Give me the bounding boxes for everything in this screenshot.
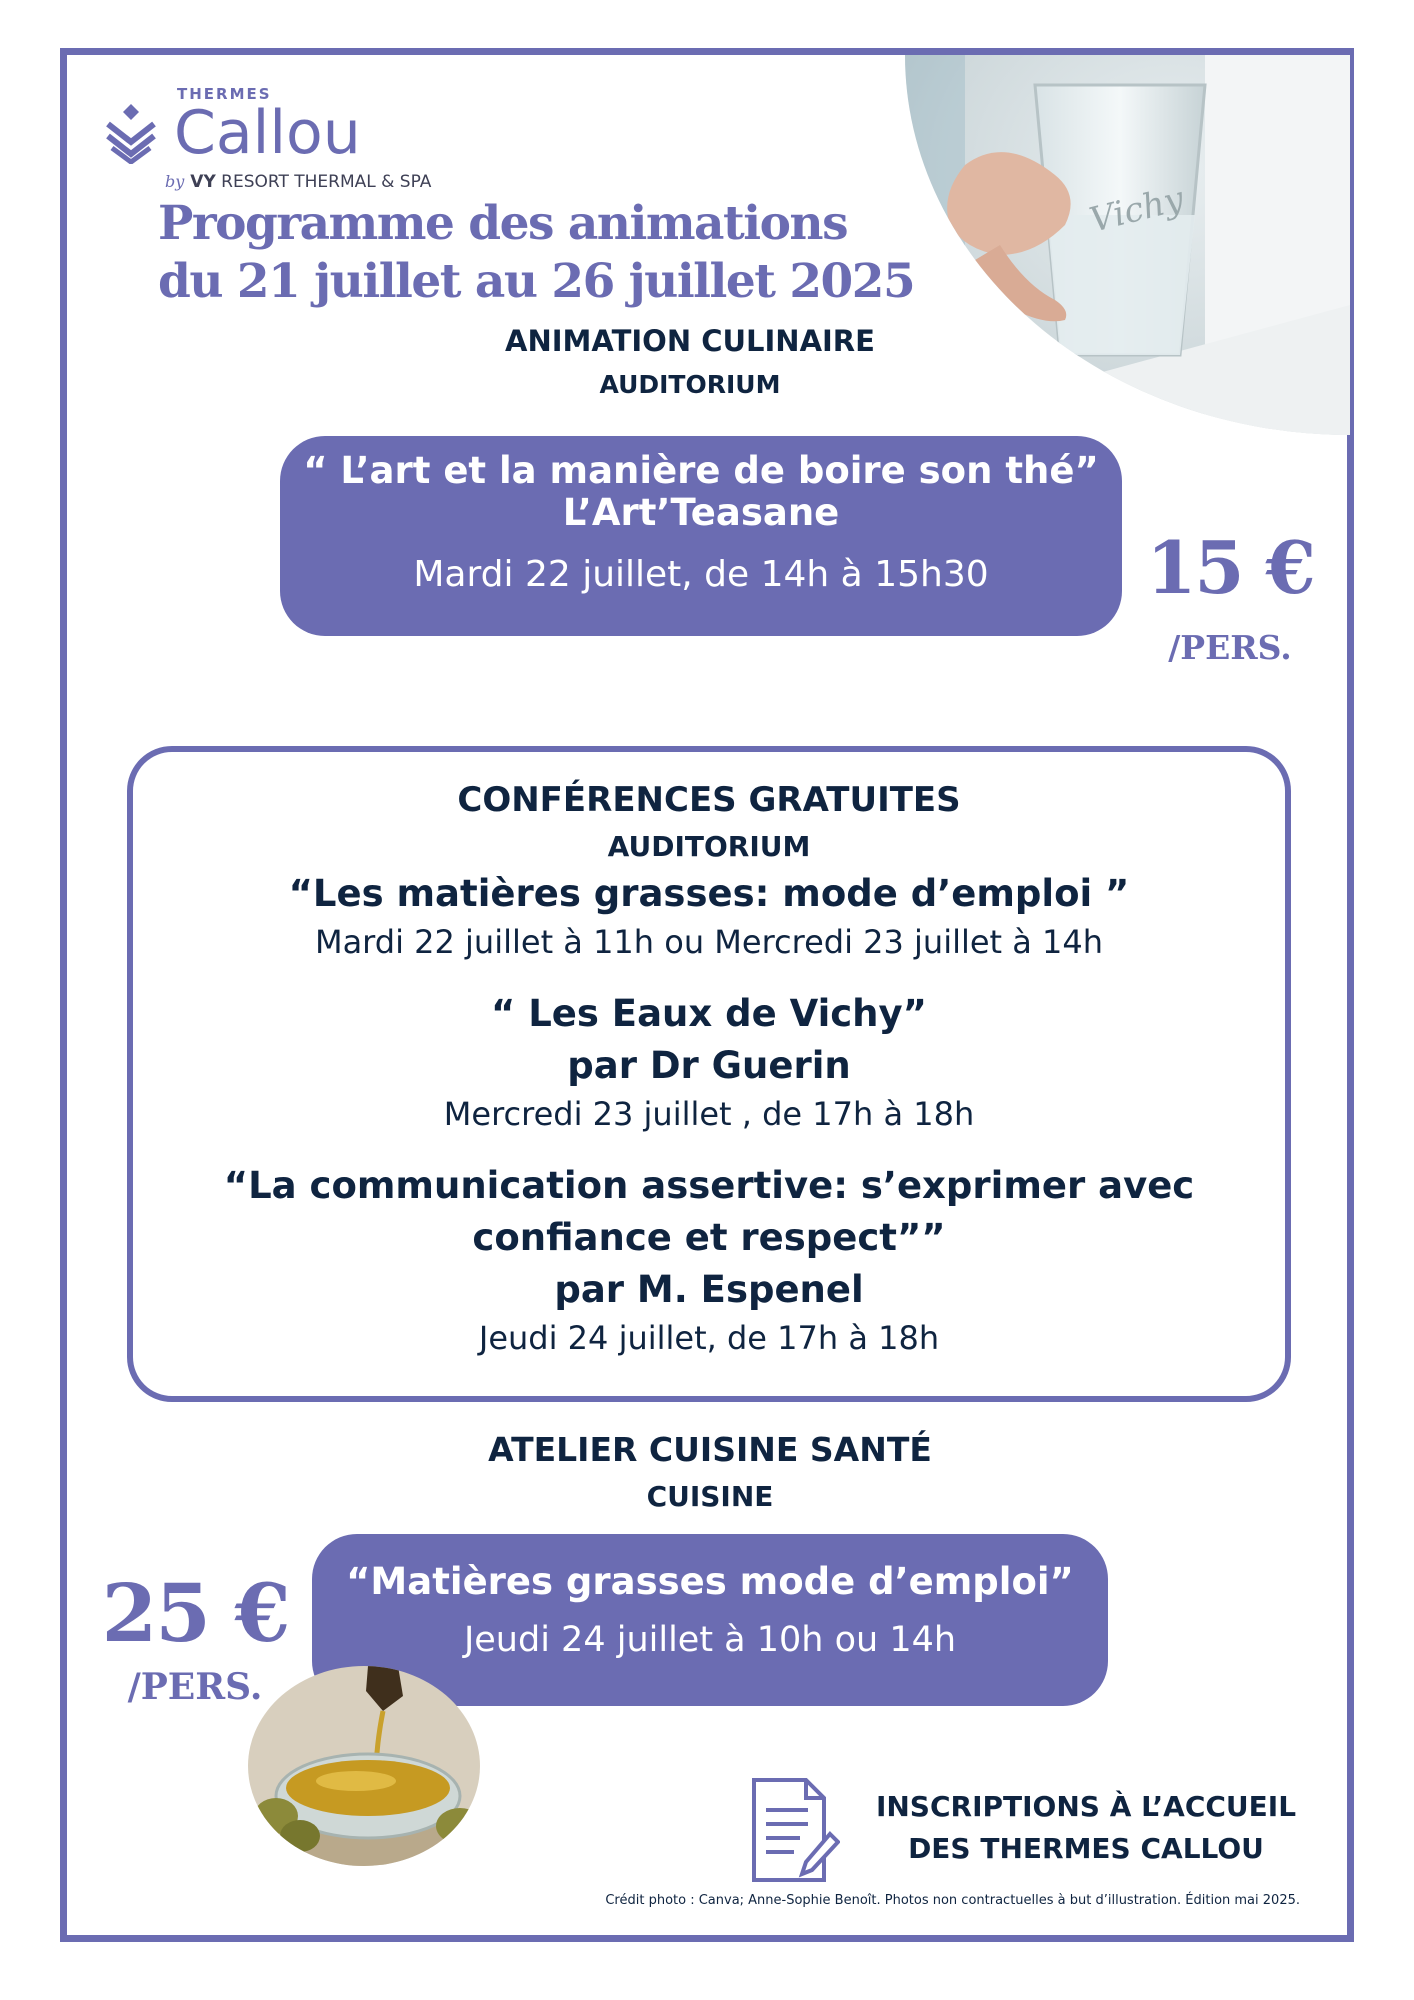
conference-3-speaker: par M. Espenel [554,1268,864,1311]
registration-form-icon [750,1776,840,1884]
olive-oil-photo [248,1666,480,1866]
logo-callou: Callou [174,98,361,168]
conference-2-title: “ Les Eaux de Vichy” [491,992,927,1035]
conferences-place: AUDITORIUM [607,830,811,863]
conference-3-date: Jeudi 24 juillet, de 17h à 18h [478,1319,940,1357]
atelier-heading: ATELIER CUISINE SANTÉ [488,1430,932,1469]
culinaire-event-box [280,436,1122,636]
conference-3-title-line2: confiance et respect”” [472,1216,946,1259]
culinaire-quote: “ L’art et la manière de boire son thé” [303,449,1099,492]
atelier-quote: “Matières grasses mode d’emploi” [346,1560,1074,1603]
culinaire-place: AUDITORIUM [599,370,781,399]
conference-3-title-line1: “La communication assertive: s’exprimer avec [223,1164,1195,1207]
culinaire-date: Mardi 22 juillet, de 14h à 15h30 [413,554,989,595]
page-title [158,195,918,311]
culinaire-host: L’Art’Teasane [562,491,840,534]
atelier-per: /PERS. [127,1666,263,1708]
culinaire-heading: ANIMATION CULINAIRE [505,324,875,358]
callou-logo-icon [104,104,158,164]
atelier-date: Jeudi 24 juillet à 10h ou 14h [463,1620,957,1660]
atelier-event-box [312,1534,1108,1706]
conference-2-date: Mercredi 23 juillet , de 17h à 18h [443,1095,975,1133]
conferences-heading: CONFÉRENCES GRATUITES [457,780,961,820]
conference-1-date: Mardi 22 juillet à 11h ou Mercredi 23 juillet à 14h [314,923,1104,961]
logo-tagline [165,172,431,192]
vichy-glass-label: Vichy [1085,178,1188,241]
inscriptions-text [866,1786,1306,1870]
page-title-line1: Programme des animations [158,196,848,251]
culinaire-price: 15 € [1146,525,1314,610]
conferences-content [127,776,1291,1360]
inscriptions-line2: DES THERMES CALLOU [908,1832,1264,1865]
conference-1-title: “Les matières grasses: mode d’emploi ” [288,872,1130,915]
atelier-price: 25 € [101,1566,289,1660]
culinaire-per: /PERS. [1168,628,1292,667]
page-title-line2: du 21 juillet au 26 juillet 2025 [158,254,915,309]
logo-thermes: THERMES [177,85,272,103]
photo-credit: Crédit photo : Canva; Anne-Sophie Benoît. Photos non contractuelles à but d’illustration. Édition mai 2025. [605,1893,1300,1908]
logo-vy: VY [190,172,216,192]
logo-resort: RESORT THERMAL & SPA [221,172,432,192]
atelier-place: CUISINE [646,1480,774,1513]
inscriptions-line1: INSCRIPTIONS À L’ACCUEIL [875,1790,1297,1823]
logo-by: by [165,172,185,191]
conference-2-speaker: par Dr Guerin [567,1044,851,1087]
